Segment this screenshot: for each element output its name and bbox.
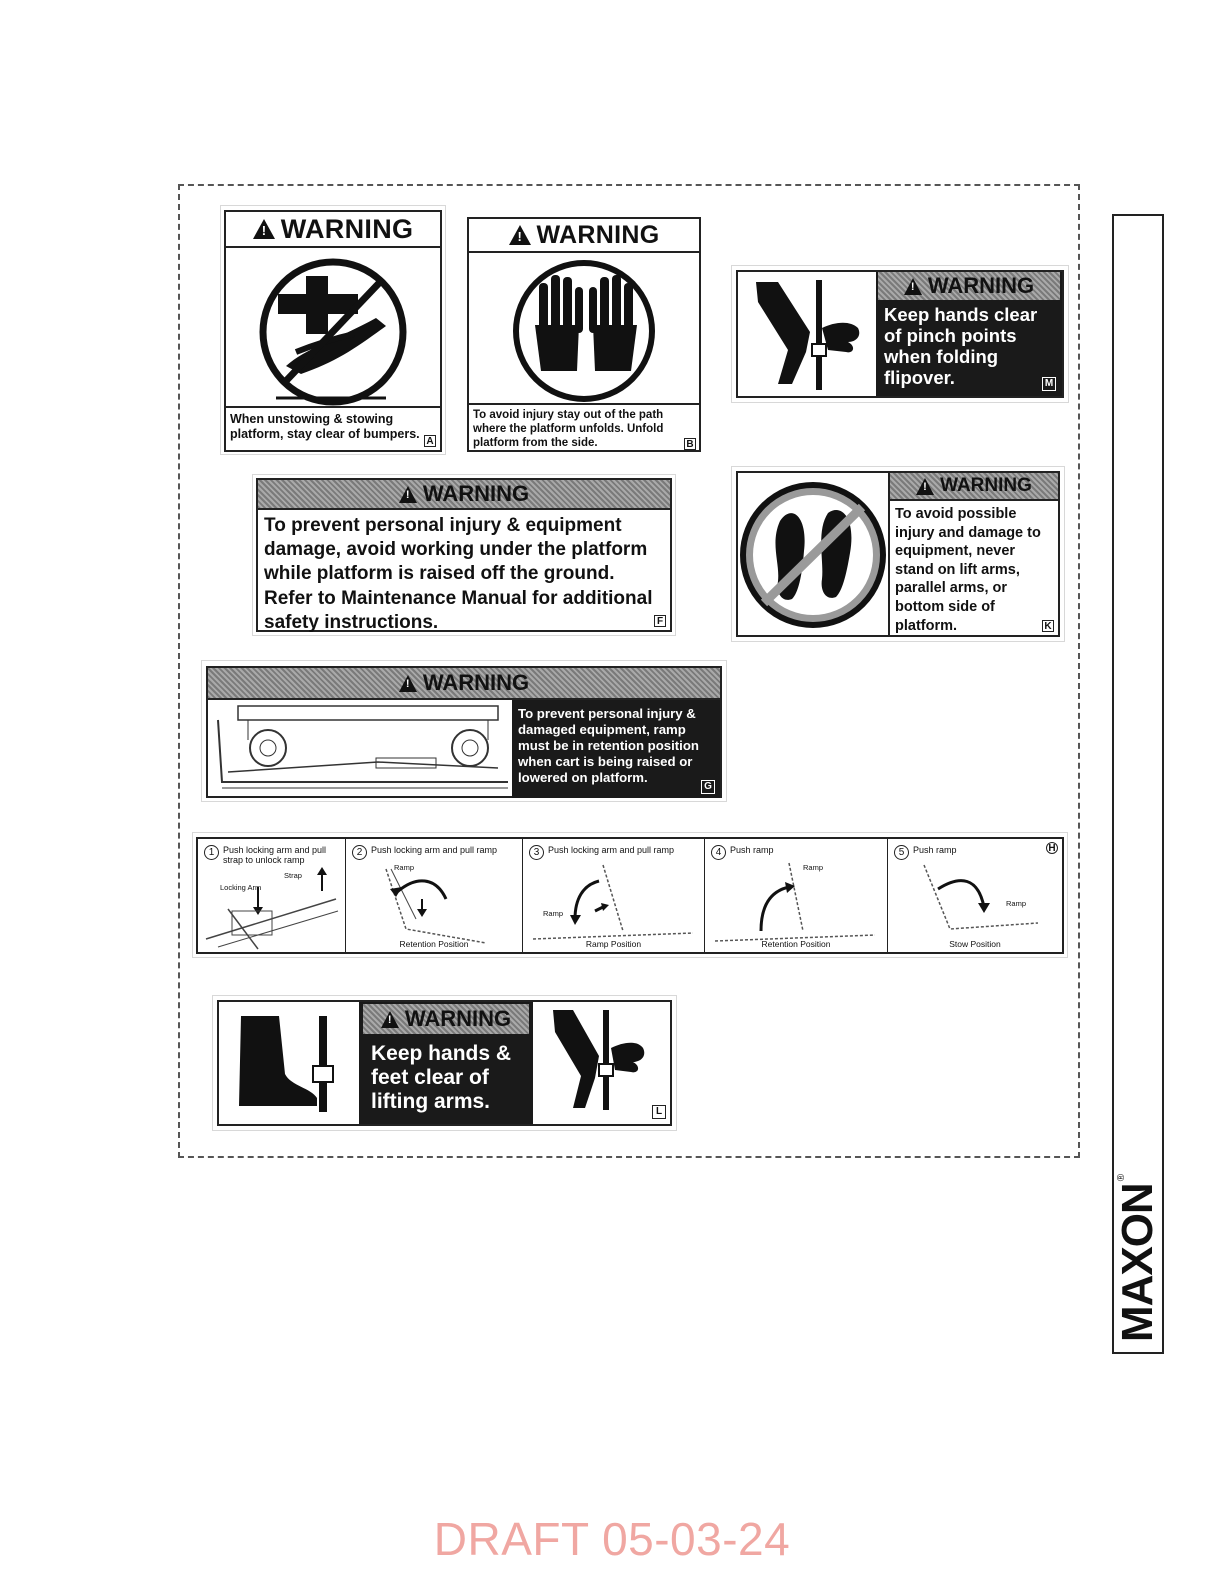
warning-triangle-icon bbox=[399, 675, 417, 692]
decal-b-caption-box bbox=[469, 403, 699, 452]
ramp-lock-illustration bbox=[198, 839, 344, 954]
decal-k-code: K bbox=[1042, 620, 1054, 632]
ramp-pull-illustration bbox=[346, 839, 521, 954]
warning-triangle-icon bbox=[381, 1011, 399, 1028]
step-label-ramp: Ramp bbox=[1006, 899, 1027, 908]
decal-b bbox=[467, 217, 701, 452]
no-hand-bumper-icon bbox=[226, 248, 440, 406]
warning-triangle-icon bbox=[253, 219, 275, 239]
step-position-label: Stow Position bbox=[949, 939, 1001, 949]
step-number: 1 bbox=[204, 845, 219, 860]
maxon-logo bbox=[1112, 1168, 1164, 1348]
decal-m-header: ! WARNING bbox=[878, 272, 1060, 300]
decal-g-text: To prevent personal injury & damaged equipment, ramp must be in retention position when cart is being raised or lowered on platform. bbox=[518, 706, 699, 785]
draft-watermark: DRAFT 05-03-24 bbox=[433, 1513, 791, 1565]
decal-m bbox=[736, 270, 1064, 398]
decal-f-text: To prevent personal injury & equipment damage, avoid working under the platform while platform is raised off the ground. Refer to Maintenance Manual for additional safety instructions. bbox=[264, 515, 653, 633]
step-title: Push ramp bbox=[913, 845, 957, 855]
decal-b-caption: To avoid injury stay out of the path where the platform unfolds. Unfold platform from the side. bbox=[473, 409, 664, 449]
decal-h bbox=[196, 837, 1064, 954]
decal-k-pictogram bbox=[738, 473, 890, 635]
step-label-ramp: Ramp bbox=[803, 863, 824, 872]
decal-g-body bbox=[208, 700, 720, 798]
step-label-locking-arm: Locking Arm bbox=[220, 883, 262, 892]
step-label-strap: Strap bbox=[284, 871, 302, 880]
decal-h-code: H bbox=[1046, 842, 1058, 854]
decal-g-panel bbox=[512, 700, 720, 798]
decal-k-panel bbox=[890, 473, 1058, 635]
decal-f-code: F bbox=[654, 615, 666, 627]
warning-triangle-icon bbox=[399, 486, 417, 503]
step-title: Push locking arm and pull ramp bbox=[371, 845, 498, 855]
decal-a-caption-box bbox=[226, 406, 440, 450]
decal-a-code: A bbox=[424, 435, 436, 447]
decal-a-caption: When unstowing & stowing platform, stay clear of bumpers. bbox=[230, 412, 420, 441]
decal-k bbox=[736, 471, 1060, 637]
foot-pinch-point-icon bbox=[219, 1002, 359, 1124]
ramp-step-2 bbox=[346, 839, 523, 952]
step-title: Push ramp bbox=[730, 845, 774, 855]
ramp-up-illustration bbox=[705, 839, 886, 954]
warning-triangle-icon bbox=[509, 225, 531, 245]
ramp-step-3 bbox=[523, 839, 705, 952]
decal-l-code: L bbox=[652, 1105, 666, 1119]
decal-a-header: ! WARNING bbox=[226, 212, 440, 248]
ramp-down-illustration bbox=[523, 839, 703, 954]
decal-g bbox=[206, 666, 722, 798]
decal-l-right-pictogram bbox=[533, 1002, 670, 1124]
decal-g-code: G bbox=[701, 780, 715, 794]
no-entry-hands-icon bbox=[469, 253, 699, 403]
cart-on-platform-icon bbox=[208, 700, 512, 798]
step-position-label: Retention Position bbox=[761, 939, 831, 949]
warning-triangle-icon bbox=[904, 278, 922, 295]
step-number: 4 bbox=[711, 845, 726, 860]
decal-g-header: ! WARNING bbox=[208, 668, 720, 700]
decal-l bbox=[217, 1000, 672, 1126]
ramp-step-5 bbox=[888, 839, 1062, 952]
ramp-step-4 bbox=[705, 839, 888, 952]
decal-m-panel bbox=[876, 272, 1062, 396]
step-label-ramp: Ramp bbox=[543, 909, 564, 918]
registered-mark: ® bbox=[1116, 1173, 1127, 1182]
decal-l-text: Keep hands & feet clear of lifting arms. bbox=[371, 1042, 512, 1113]
decal-l-panel bbox=[359, 1002, 533, 1124]
decal-k-header: ! WARNING bbox=[890, 473, 1058, 501]
decal-b-header: ! WARNING bbox=[469, 219, 699, 253]
ramp-stow-illustration bbox=[888, 839, 1064, 954]
decal-m-text: Keep hands clear of pinch points when folding flipover. bbox=[884, 304, 1038, 388]
decal-f-header: ! WARNING bbox=[258, 480, 670, 510]
step-position-label: Retention Position bbox=[399, 939, 469, 949]
decal-k-text: To avoid possible injury and damage to equipment, never stand on lift arms, parallel arms, or bottom side of platform. bbox=[895, 506, 1041, 634]
warning-triangle-icon bbox=[916, 478, 934, 495]
hand-pinch-point-icon bbox=[533, 1002, 669, 1124]
step-label-ramp: Ramp bbox=[394, 863, 415, 872]
maxon-logo-text: MAXON bbox=[1113, 1183, 1162, 1343]
step-number: 3 bbox=[529, 845, 544, 860]
hand-pinch-point-icon bbox=[738, 272, 876, 396]
step-number: 2 bbox=[352, 845, 367, 860]
ramp-step-1 bbox=[198, 839, 346, 952]
decal-l-header: ! WARNING bbox=[363, 1004, 529, 1034]
step-title: Push locking arm and pull strap to unlock ramp bbox=[223, 845, 327, 865]
step-number: 5 bbox=[894, 845, 909, 860]
decal-b-code: B bbox=[684, 438, 696, 450]
step-position-label: Ramp Position bbox=[585, 939, 642, 949]
no-standing-footprints-icon bbox=[738, 473, 888, 635]
decal-f bbox=[256, 478, 672, 632]
step-title: Push locking arm and pull ramp bbox=[548, 845, 675, 855]
decal-m-code: M bbox=[1042, 377, 1056, 391]
decal-a bbox=[224, 210, 442, 452]
